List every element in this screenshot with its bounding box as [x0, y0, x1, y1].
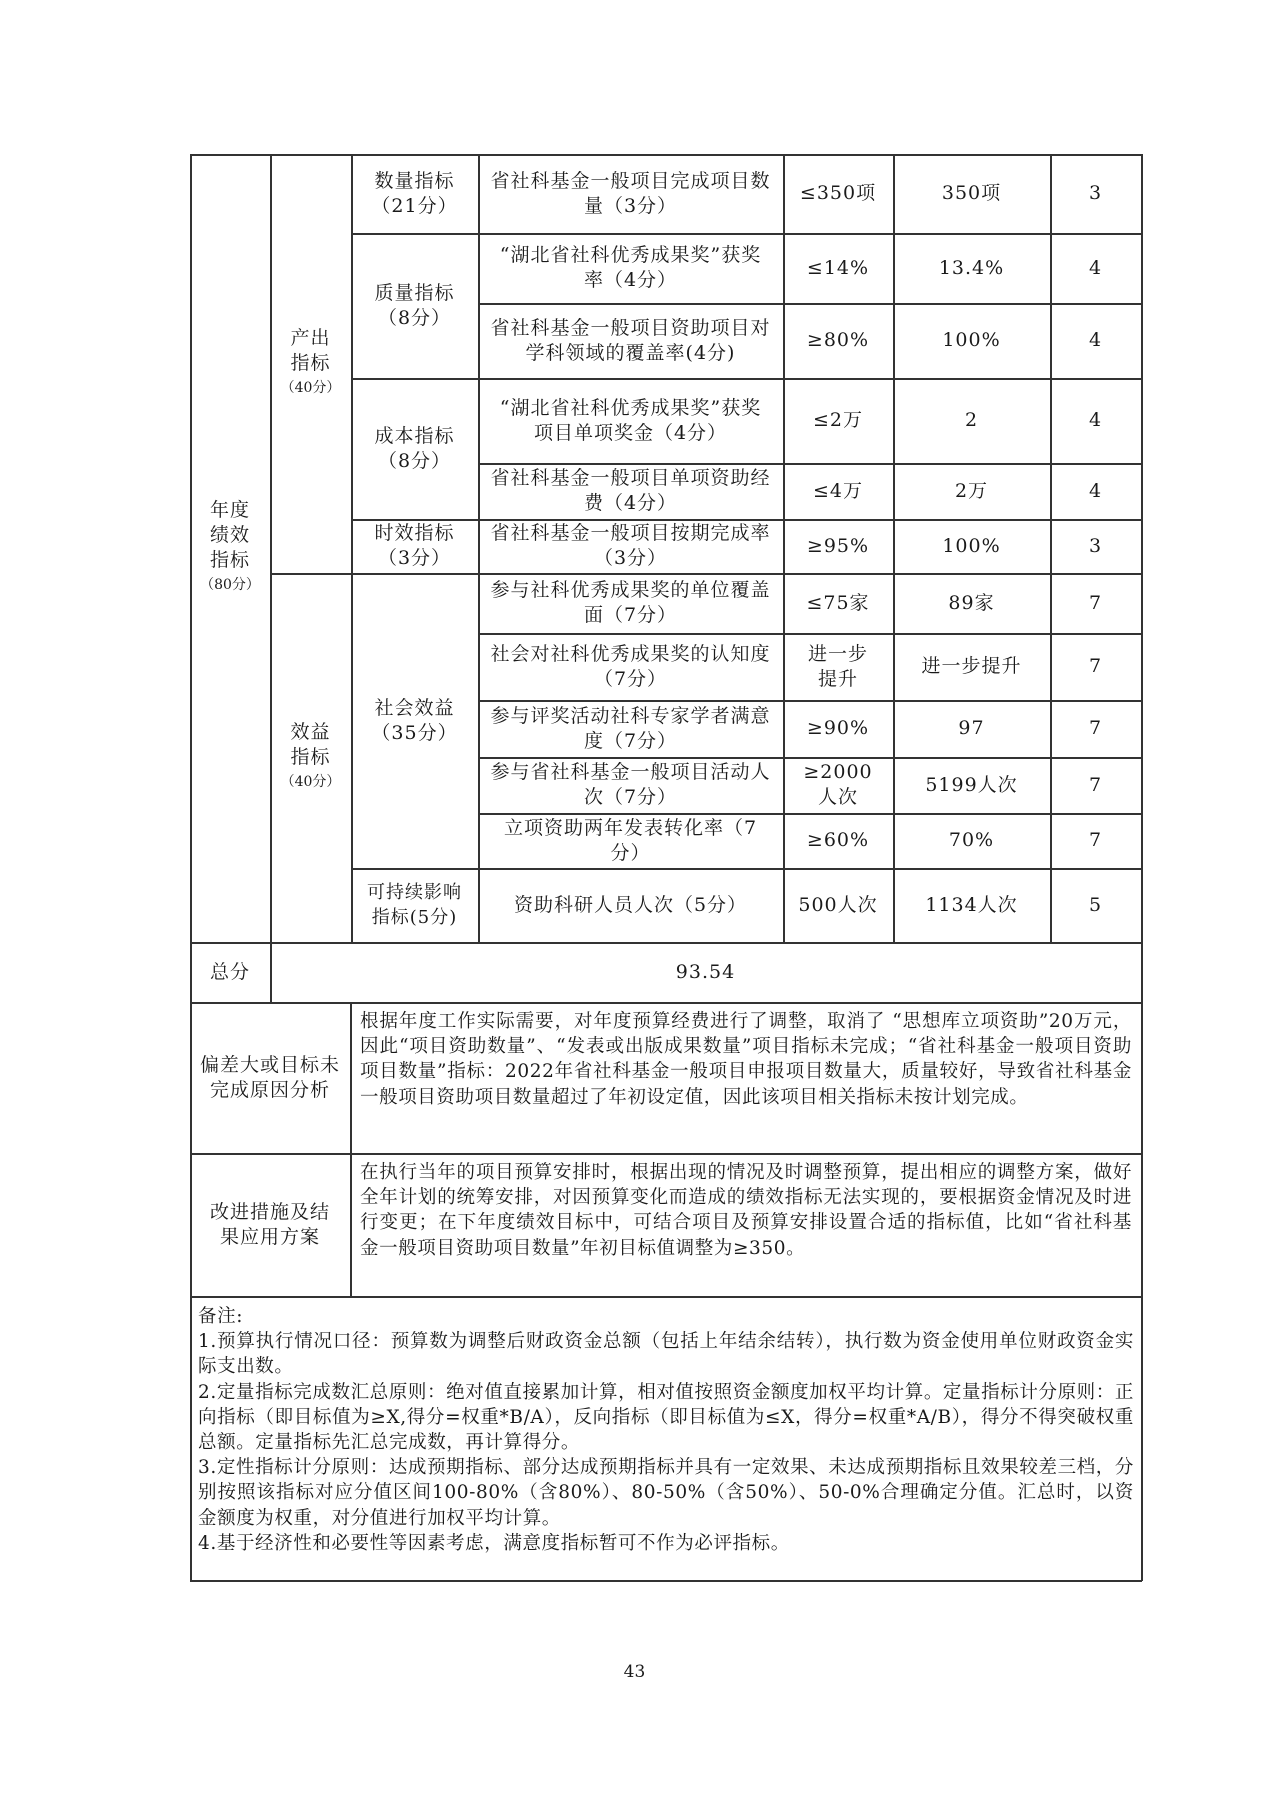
table-row-indicator: “湖北省社科优秀成果奖”获奖率（4分） — [499, 244, 762, 291]
cost-indicator-label: 成本指标（8分） — [374, 424, 455, 472]
rule — [190, 1296, 1142, 1298]
table-row-target: ≥95% — [806, 534, 870, 557]
annual-indicators-cell — [190, 154, 270, 942]
table-row-score: 7 — [1088, 717, 1103, 739]
benefit-indicators-label: 效益指标 — [290, 721, 331, 768]
social-benefit-cell — [351, 573, 478, 868]
table-row-score: 3 — [1088, 182, 1103, 204]
table-row-actual: 350项 — [941, 182, 1002, 204]
table-row-actual: 100% — [942, 329, 1001, 351]
total-score-value: 93.54 — [675, 960, 736, 983]
table-row-actual: 2万 — [954, 479, 989, 502]
table-row-indicator: 参与省社科基金一般项目活动人次（7分） — [490, 761, 771, 808]
table-row-target: ≥2000人次 — [803, 761, 873, 808]
cost-indicator-cell — [351, 378, 478, 519]
output-indicators-points: （40分） — [280, 380, 341, 396]
table-row-target: 500人次 — [798, 893, 878, 916]
benefit-indicators-cell — [270, 573, 351, 942]
table-row-actual: 2 — [964, 409, 979, 431]
note-item: 4.基于经济性和必要性等因素考虑，满意度指标暂可不作为必评指标。 — [198, 1532, 790, 1554]
social-benefit-label: 社会效益（35分） — [371, 696, 458, 744]
table-row-indicator: 省社科基金一般项目单项资助经费（4分） — [490, 467, 771, 514]
table-row-target: ≥90% — [806, 717, 870, 739]
table-row-actual: 5199人次 — [925, 773, 1018, 796]
table-row-actual: 1134人次 — [925, 893, 1018, 916]
time-indicator-cell — [351, 519, 478, 573]
table-row-score: 4 — [1088, 409, 1103, 431]
improvement-plan-text: 在执行当年的项目预算安排时，根据出现的情况及时调整预算，提出相应的调整方案，做好全年计划的统筹安排，对因预算变化而造成的绩效指标无法实现的，要根据资金情况及时进行变更；在下年度绩效目标中，可结合项目及预算安排设置合适的指标值，比如“省社科基金一般项目资助项目数量”年初目标值调整为≥350。 — [360, 1162, 1132, 1259]
table-row-score: 5 — [1088, 893, 1103, 916]
table-row-indicator: 参与社科优秀成果奖的单位覆盖面（7分） — [490, 579, 771, 626]
table-row-target: ≤4万 — [812, 479, 863, 502]
table-row-score: 7 — [1088, 591, 1103, 614]
output-indicators-label: 产出指标 — [290, 327, 331, 374]
table-row-actual: 13.4% — [938, 256, 1005, 279]
note-item: 2.定量指标完成数汇总原则：绝对值直接累加计算，相对值按照资金额度加权平均计算。定量指标计分原则：正向指标（即目标值为≥X,得分=权重*B/A），反向指标（即目标值为≤X，得分=权重*A/B），得分不得突破权重总额。定量指标先汇总完成数，再计算得分。 — [198, 1381, 1134, 1454]
table-row-actual: 89家 — [948, 591, 995, 614]
table-row-indicator: 资助科研人员人次（5分） — [513, 893, 748, 916]
quantity-indicator-label: 数量指标（21分） — [371, 169, 458, 217]
deviation-analysis-label: 偏差大或目标未完成原因分析 — [200, 1053, 341, 1101]
table-row-indicator: 立项资助两年发表转化率（7分） — [503, 816, 758, 864]
benefit-indicators-points: （40分） — [280, 774, 341, 790]
table-row-target: ≤350项 — [799, 182, 877, 204]
table-row-indicator: 省社科基金一般项目资助项目对学科领域的覆盖率(4分) — [490, 316, 771, 364]
table-right-border — [1141, 154, 1143, 1581]
note-item: 1.预算执行情况口径：预算数为调整后财政资金总额（包括上年结余结转），执行数为资金使用单位财政资金实际支出数。 — [198, 1331, 1134, 1378]
table-row-target: ≥80% — [806, 329, 870, 351]
table-row-target: ≥60% — [806, 829, 870, 851]
table-row-actual: 70% — [948, 829, 995, 851]
annual-indicators-points: （80分） — [200, 577, 260, 593]
table-row-score: 7 — [1088, 829, 1103, 851]
table-row-indicator: 省社科基金一般项目完成项目数量（3分） — [490, 169, 771, 217]
table-bottom-border — [190, 1580, 1142, 1582]
table-row-score: 7 — [1088, 655, 1103, 677]
table-row-indicator: 参与评奖活动社科专家学者满意度（7分） — [490, 704, 771, 752]
table-row-score: 4 — [1088, 329, 1103, 351]
table-row-actual: 97 — [958, 717, 985, 739]
notes-section — [198, 1304, 1134, 1556]
quality-indicator-label: 质量指标（8分） — [374, 281, 455, 329]
deviation-analysis-text: 根据年度工作实际需要，对年度预算经费进行了调整，取消了 “思想库立项资助”20万元，因此“项目资助数量”、“发表或出版成果数量”项目指标未完成；“省社科基金一般项目资助项目数量”指标：2022年省社科基金一般项目申报项目数量大，质量较好，导致省社科基金一般项目资助项目数量超过了年初设定值，因此该项目相关指标未按计划完成。 — [360, 1011, 1132, 1108]
sustain-indicator-label: 可持续影响指标(5分) — [367, 882, 462, 928]
table-row-score: 3 — [1088, 534, 1103, 557]
time-indicator-label: 时效指标（3分） — [374, 522, 455, 569]
sustain-indicator-cell — [351, 868, 478, 942]
rule — [350, 1002, 352, 1297]
table-row-target: 进一步提升 — [807, 642, 868, 690]
table-row-indicator: “湖北省社科优秀成果奖”获奖项目单项奖金（4分） — [499, 396, 762, 444]
notes-title: 备注: — [198, 1306, 244, 1327]
table-row-target: ≤75家 — [806, 591, 870, 614]
table-row-indicator: 省社科基金一般项目按期完成率（3分） — [490, 522, 771, 569]
table-row-score: 4 — [1088, 256, 1103, 279]
improvement-plan-label: 改进措施及结果应用方案 — [209, 1200, 330, 1248]
note-item: 3.定性指标计分原则：达成预期指标、部分达成预期指标并具有一定效果、未达成预期指标且效果较差三档，分别按照该指标对应分值区间100-80%（含80%）、80-50%（含50%）、50-0%合理确定分值。汇总时，以资金额度为权重，对分值进行加权平均计算。 — [198, 1457, 1134, 1529]
table-row-actual: 进一步提升 — [921, 655, 1022, 677]
quality-indicator-cell — [351, 233, 478, 378]
table-row-score: 4 — [1088, 479, 1103, 502]
page-number: 43 — [623, 1662, 646, 1682]
quantity-indicator-cell — [351, 154, 478, 233]
annual-indicators-label: 年度绩效指标 — [209, 499, 250, 571]
output-indicators-cell — [270, 154, 351, 573]
table-row-indicator: 社会对社科优秀成果奖的认知度（7分） — [490, 642, 771, 690]
table-row-actual: 100% — [942, 534, 1001, 557]
table-row-target: ≤2万 — [812, 409, 863, 431]
table-row-score: 7 — [1088, 773, 1103, 796]
table-row-target: ≤14% — [806, 256, 870, 279]
total-score-label: 总分 — [209, 960, 250, 983]
